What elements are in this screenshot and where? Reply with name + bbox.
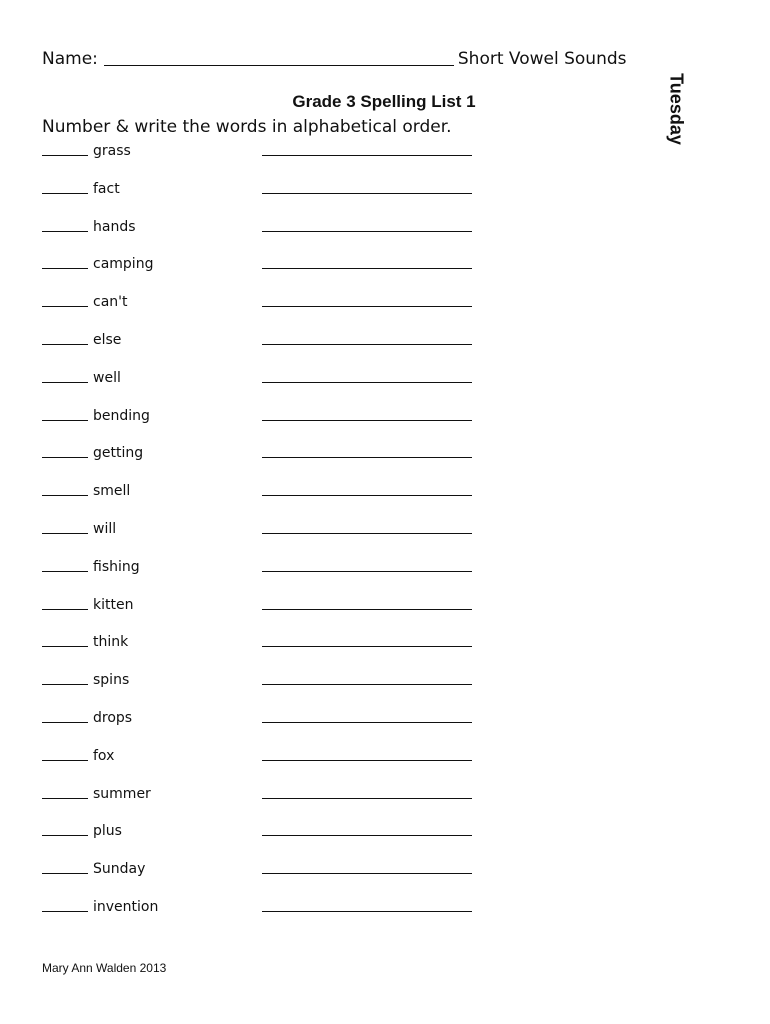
answer-blank[interactable] xyxy=(262,873,472,874)
spelling-word: fishing xyxy=(93,558,140,575)
answer-blank[interactable] xyxy=(262,231,472,232)
footer-credit: Mary Ann Walden 2013 xyxy=(42,961,167,975)
answer-blank[interactable] xyxy=(262,646,472,647)
spelling-word: getting xyxy=(93,445,144,462)
number-blank[interactable] xyxy=(42,684,88,685)
number-blank[interactable] xyxy=(42,533,88,534)
answer-blank[interactable] xyxy=(262,609,472,610)
answer-blank[interactable] xyxy=(262,344,472,345)
answer-blank[interactable] xyxy=(262,798,472,799)
answer-blank[interactable] xyxy=(262,684,472,685)
spelling-word: bending xyxy=(93,407,150,424)
number-blank[interactable] xyxy=(42,835,88,836)
name-line-header xyxy=(42,49,627,69)
number-blank[interactable] xyxy=(42,420,88,421)
number-blank[interactable] xyxy=(42,646,88,647)
spelling-word: kitten xyxy=(93,596,134,613)
day-label: Tuesday xyxy=(666,73,687,145)
number-blank[interactable] xyxy=(42,873,88,874)
answer-blank[interactable] xyxy=(262,382,472,383)
spelling-word: camping xyxy=(93,256,154,273)
spelling-word: drops xyxy=(93,710,133,726)
number-blank[interactable] xyxy=(42,760,88,761)
number-blank[interactable] xyxy=(42,382,88,383)
name-blank[interactable] xyxy=(104,49,454,66)
spelling-word: can't xyxy=(93,294,128,311)
spelling-word: fox xyxy=(93,747,115,764)
spelling-word: else xyxy=(93,332,122,348)
spelling-word: think xyxy=(93,634,129,651)
spelling-word: fact xyxy=(93,180,120,197)
answer-blank[interactable] xyxy=(262,420,472,421)
number-blank[interactable] xyxy=(42,609,88,610)
answer-blank[interactable] xyxy=(262,306,472,307)
answer-blank[interactable] xyxy=(262,911,472,912)
spelling-word: smell xyxy=(93,483,131,500)
number-blank[interactable] xyxy=(42,155,88,156)
number-blank[interactable] xyxy=(42,344,88,345)
name-label: Name: xyxy=(42,49,98,69)
answer-blank[interactable] xyxy=(262,533,472,534)
answer-blank[interactable] xyxy=(262,835,472,836)
number-blank[interactable] xyxy=(42,722,88,723)
spelling-word: will xyxy=(93,521,117,537)
number-blank[interactable] xyxy=(42,457,88,458)
number-blank[interactable] xyxy=(42,798,88,799)
spelling-word: plus xyxy=(93,823,122,840)
spelling-word: grass xyxy=(93,143,131,159)
answer-blank[interactable] xyxy=(262,155,472,156)
number-blank[interactable] xyxy=(42,495,88,496)
number-blank[interactable] xyxy=(42,193,88,194)
spelling-word: hands xyxy=(93,218,136,235)
answer-blank[interactable] xyxy=(262,495,472,496)
page-title xyxy=(0,92,770,112)
instructions: Number & write the words in alphabetical order. xyxy=(42,117,452,137)
spelling-word: summer xyxy=(93,785,151,802)
number-blank[interactable] xyxy=(42,268,88,269)
spelling-word: well xyxy=(93,369,121,386)
answer-blank[interactable] xyxy=(262,268,472,269)
number-blank[interactable] xyxy=(42,911,88,912)
spelling-word: Sunday xyxy=(93,861,146,878)
title-text: Grade 3 Spelling List 1 xyxy=(292,92,476,111)
topic-label: Short Vowel Sounds xyxy=(457,49,627,69)
number-blank[interactable] xyxy=(42,306,88,307)
number-blank[interactable] xyxy=(42,571,88,572)
answer-blank[interactable] xyxy=(262,193,472,194)
spelling-word: invention xyxy=(93,899,159,915)
spelling-word: spins xyxy=(93,672,130,689)
answer-blank[interactable] xyxy=(262,760,472,761)
answer-blank[interactable] xyxy=(262,571,472,572)
number-blank[interactable] xyxy=(42,231,88,232)
answer-blank[interactable] xyxy=(262,722,472,723)
answer-blank[interactable] xyxy=(262,457,472,458)
